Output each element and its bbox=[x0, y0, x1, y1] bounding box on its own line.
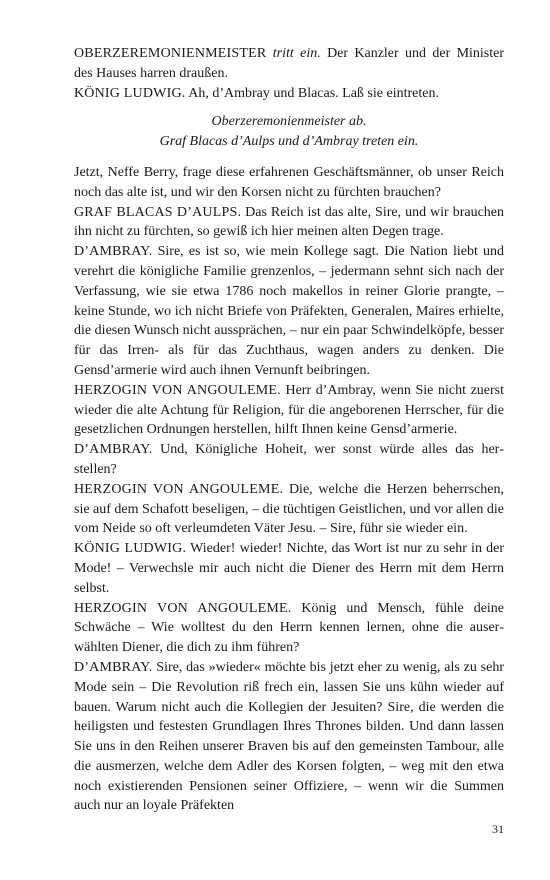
speech-koenig-ludwig bbox=[74, 84, 504, 104]
speech-text: Das Reich ist das alte, Sire, und wir brauchen ihn nicht zu fürchten, so gewiß ich hier meinen alten Degen trage. bbox=[74, 204, 505, 240]
speaker-name: HERZOGIN VON ANGOULEME. bbox=[74, 600, 292, 616]
speech-paragraph bbox=[74, 599, 504, 658]
speech-text: Jetzt, Neffe Berry, frage diese erfahrenen Geschäftsmänner, ob unser Reich noch das alte ist, und wir den Korsen nicht zu fürchten brauchen? bbox=[74, 164, 504, 200]
speaker-name: HERZOGIN VON ANGOULEME. bbox=[74, 382, 281, 398]
speech-paragraph bbox=[74, 381, 504, 440]
inline-stage-direction: tritt ein. bbox=[272, 46, 321, 61]
speaker-name: KÖNIG LUDWIG. bbox=[74, 85, 186, 101]
speaker-name: D’AMBRAY. bbox=[74, 442, 153, 458]
speech-text: Sire, das »wieder« möchte bis jetzt eher zu wenig, als zu sehr Mode sein – Die Revolution riß frech ein, lassen Sie uns kühn wieder auf bauen. Warum nicht auch die Kollegien der Jesuiten? Sire, die werden die heiligsten und festesten Grundlagen Ihres Thrones bilden. Und dann lassen Sie uns in den Reihen unserer Braven bis auf den gemeinsten Tambour, alle die ausmerzen, welche dem Adler des Korsen folgten, – weg mit den etwa noch existierenden Pensionen seiner Offiziere, – wenn wir die Summen auch nur an loyale Präfekten bbox=[74, 659, 505, 814]
text-block bbox=[74, 44, 504, 816]
speech-paragraph bbox=[74, 539, 504, 598]
speech-paragraph bbox=[74, 440, 504, 480]
stage-direction-line: Oberzeremonienmeister ab. bbox=[211, 114, 367, 130]
speech-text: Wieder! wieder! Nichte, das Wort ist nur zu sehr in der Mode! – Verwechsle mir auch nicht die Diener des Herrn mit dem Herrn selbst. bbox=[74, 541, 505, 596]
speech-paragraph bbox=[74, 163, 504, 203]
speech-paragraph bbox=[74, 242, 504, 381]
speech-paragraph bbox=[74, 658, 504, 816]
speech-oberzeremonienmeister bbox=[74, 44, 504, 84]
page-number: 31 bbox=[492, 822, 504, 836]
speaker-name: D’AMBRAY. bbox=[74, 659, 153, 675]
speech-text: Sire, es ist so, wie mein Kollege sagt. Die Nation liebt und verehrt die königliche Familie grenzenlos, – jedermann sehnt sich nach der Verfassung, wie sie etwa 1786 noch makellos in reiner Glorie prangte, – keine Stunde, wo ich nicht Briefe von Präfekten, Generalen, Maires erhielte, die diesen Wunsch nicht aussprächen, – nur ein paar Schwindelköpfe, besser für das Irren- als für das Zuchthaus, wagen anders zu denken. Die Gensd’armerie wird auch ihnen Vernunft beibringen. bbox=[74, 244, 504, 378]
speaker-name: GRAF BLACAS D’AULPS. bbox=[74, 204, 242, 220]
speech-text: Herr d’Ambray, wenn Sie nicht zuerst wieder die alte Achtung für Religion, für die angeborenen Herrscher, für die gesetzlichen Ordnungen herstellen, hilft Ihnen keine Gensd’armerie. bbox=[74, 382, 505, 438]
speech-paragraph bbox=[74, 203, 504, 243]
speech-text: König und Mensch, fühle deine Schwäche – Wie wolltest du den Herrn kennen lernen, ohne die auserwählten Diener, die dich zu ihm führen? bbox=[74, 600, 505, 656]
stage-direction bbox=[74, 112, 504, 152]
speaker-name: OBERZEREMONIENMEISTER bbox=[74, 46, 267, 61]
speech-text: Ah, d’Ambray und Blacas. Laß sie eintreten. bbox=[188, 85, 439, 101]
stage-direction-line: Graf Blacas d’Aulps und d’Ambray treten ein. bbox=[159, 134, 419, 150]
speech-text: Und, Königliche Hoheit, wer sonst würde alles das herstellen? bbox=[74, 442, 505, 477]
speaker-name: KÖNIG LUDWIG. bbox=[74, 541, 187, 557]
speaker-name: D’AMBRAY. bbox=[74, 244, 153, 260]
speech-text: Die, welche die Herzen beherrschen, sie auf dem Schafott beseligen, – die tüchtigen Geistlichen, und vor allen die vom Neide so oft verleumdeten Väter Jesu. – Sire, führ sie wieder ein. bbox=[74, 481, 505, 537]
speaker-name: HERZOGIN VON ANGOULEME. bbox=[74, 481, 284, 497]
speech-paragraph bbox=[74, 480, 504, 539]
speech-text: Der Kanzler und der Minister des Hauses harren draußen. bbox=[74, 46, 505, 81]
